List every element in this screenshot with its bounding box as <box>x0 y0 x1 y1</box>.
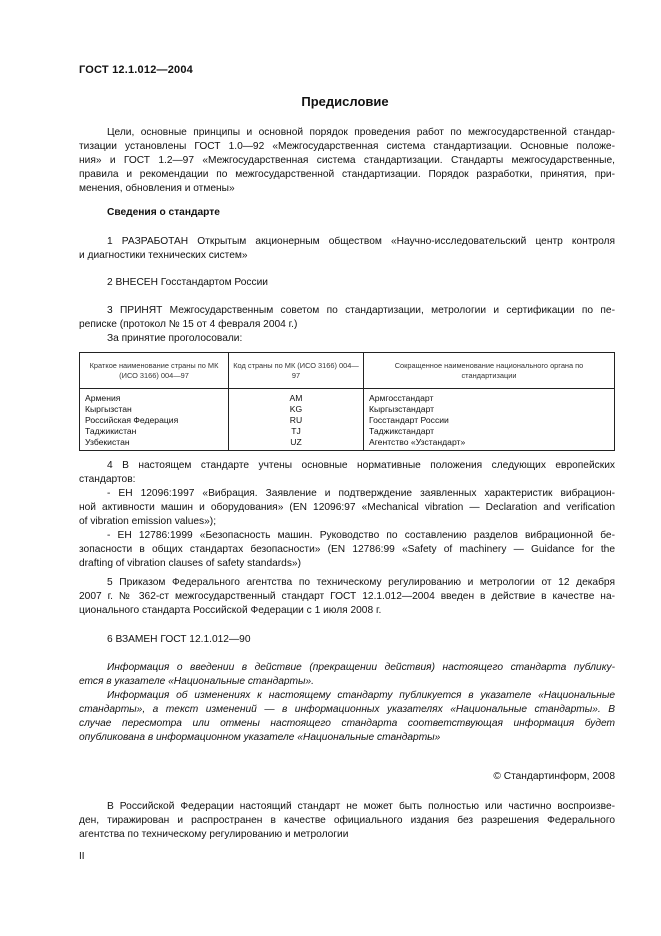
text-line: ционального стандарта Российской Федерации с 1 июля 2008 г. <box>79 605 382 616</box>
table-row <box>80 404 615 415</box>
text-line: опубликована в информационном указателе «Национальные стандарты» <box>79 732 441 743</box>
body-cell: Госстандарт России <box>364 415 615 426</box>
country-cell: Кыргызстан <box>80 404 229 415</box>
item-1 <box>79 235 615 263</box>
item-4 <box>79 459 615 571</box>
code-cell: UZ <box>229 437 364 451</box>
section-title: Предисловие <box>301 94 389 109</box>
text-line: и диагностики технических систем» <box>79 250 248 261</box>
text-line: Цели, основные принципы и основной порядок проведения работ по межгосударственной стандар- <box>107 127 615 138</box>
text-line: менения, обновления и отмены» <box>79 183 235 194</box>
body-cell: Кыргызстандарт <box>364 404 615 415</box>
text-line: За принятие проголосовали: <box>107 333 243 344</box>
country-cell: Таджикистан <box>80 426 229 437</box>
rights-paragraph <box>79 800 615 842</box>
notice-paragraph <box>79 661 615 745</box>
text-line: правила и рекомендации по межгосударственной стандартизации. Порядок разработки, принятия, при- <box>79 169 615 180</box>
text-line: стандартов: <box>79 474 136 485</box>
text-line: ется в указателе «Национальные стандарты». <box>79 676 315 687</box>
text-line: 4 В настоящем стандарте учтены основные нормативные положения следующих европейских <box>107 460 615 471</box>
text-line: 1 РАЗРАБОТАН Открытым акционерным обществом «Научно-исследовательский центр контроля <box>107 236 615 247</box>
table-row <box>80 426 615 437</box>
text-line: Информация об изменениях к настоящему стандарту публикуется в указателе «Национальные <box>107 690 615 701</box>
item-5 <box>79 576 615 618</box>
country-cell: Российская Федерация <box>80 415 229 426</box>
text-line: 2007 г. № 362-ст межгосударственный стандарт ГОСТ 12.1.012—2004 введен в действие в качестве на- <box>79 591 615 602</box>
table-header-row <box>80 353 615 389</box>
item-6: 6 ВЗАМЕН ГОСТ 12.1.012—90 <box>107 634 251 645</box>
document-code-header: ГОСТ 12.1.012—2004 <box>79 64 193 76</box>
page-number: II <box>79 851 85 862</box>
text-line: - ЕН 12096:1997 «Вибрация. Заявление и подтверждение заявленных характеристик вибрацион- <box>107 488 615 499</box>
text-line: стандарты», а текст изменений — в информационных указателях «Национальные стандарты». В <box>79 704 615 715</box>
text-line: Информация о введении в действие (прекращении действия) настоящего стандарта публику- <box>107 662 615 673</box>
table-row <box>80 389 615 405</box>
body-cell: Армгосстандарт <box>364 389 615 405</box>
code-cell: RU <box>229 415 364 426</box>
text-line: зопасности в общих стандартах безопасности» (EN 12786:99 «Safety of machinery — Guidance for the <box>79 544 615 555</box>
text-line: тизации установлены ГОСТ 1.0—92 «Межгосударственная система стандартизации. Основные положе- <box>79 141 615 152</box>
text-line: В Российской Федерации настоящий стандарт не может быть полностью или частично воспроизве- <box>107 801 615 812</box>
voting-countries-table <box>79 352 615 451</box>
text-line: агентства по техническому регулированию и метрологии <box>79 829 349 840</box>
item-3 <box>79 304 615 346</box>
text-line: drafting of vibration clauses of safety standards») <box>79 558 301 569</box>
text-line: ной активности машин и оборудования» (EN 12096:97 «Mechanical vibration — Declaration and verification <box>79 502 615 513</box>
column-header-body: Сокращенное наименование национального органа по стандартизации <box>364 353 615 389</box>
item-2: 2 ВНЕСЕН Госстандартом России <box>107 277 268 288</box>
country-cell: Узбекистан <box>80 437 229 451</box>
intro-paragraph <box>79 126 615 196</box>
text-line: - ЕН 12786:1999 «Безопасность машин. Руководство по составлению разделов вибрационной бе- <box>107 530 615 541</box>
table-row <box>80 437 615 451</box>
text-line: ден, тиражирован и распространен в качестве официального издания без разрешения Федерального <box>79 815 615 826</box>
text-line: случае пересмотра или отмены настоящего стандарта соответствующая информация будет <box>79 718 615 729</box>
text-line: 3 ПРИНЯТ Межгосударственным советом по стандартизации, метрологии и сертификации по пе- <box>107 305 615 316</box>
column-header-code: Код страны по МК (ИСО 3166) 004—97 <box>229 353 364 389</box>
text-line: 5 Приказом Федерального агентства по техническому регулированию и метрологии от 12 декабря <box>107 577 615 588</box>
code-cell: KG <box>229 404 364 415</box>
text-line: of vibration emission values»); <box>79 516 217 527</box>
code-cell: TJ <box>229 426 364 437</box>
text-line: реписке (протокол № 15 от 4 февраля 2004 г.) <box>79 319 298 330</box>
info-heading: Сведения о стандарте <box>107 207 220 218</box>
body-cell: Агентство «Узстандарт» <box>364 437 615 451</box>
country-cell: Армения <box>80 389 229 405</box>
table-row <box>80 415 615 426</box>
copyright-notice: © Стандартинформ, 2008 <box>493 771 615 782</box>
code-cell: AM <box>229 389 364 405</box>
column-header-country: Краткое наименование страны по МК (ИСО 3166) 004—97 <box>80 353 229 389</box>
text-line: ния» и ГОСТ 1.2—97 «Межгосударственная система стандартизации. Стандарты межгосударственные, <box>79 155 615 166</box>
body-cell: Таджикстандарт <box>364 426 615 437</box>
